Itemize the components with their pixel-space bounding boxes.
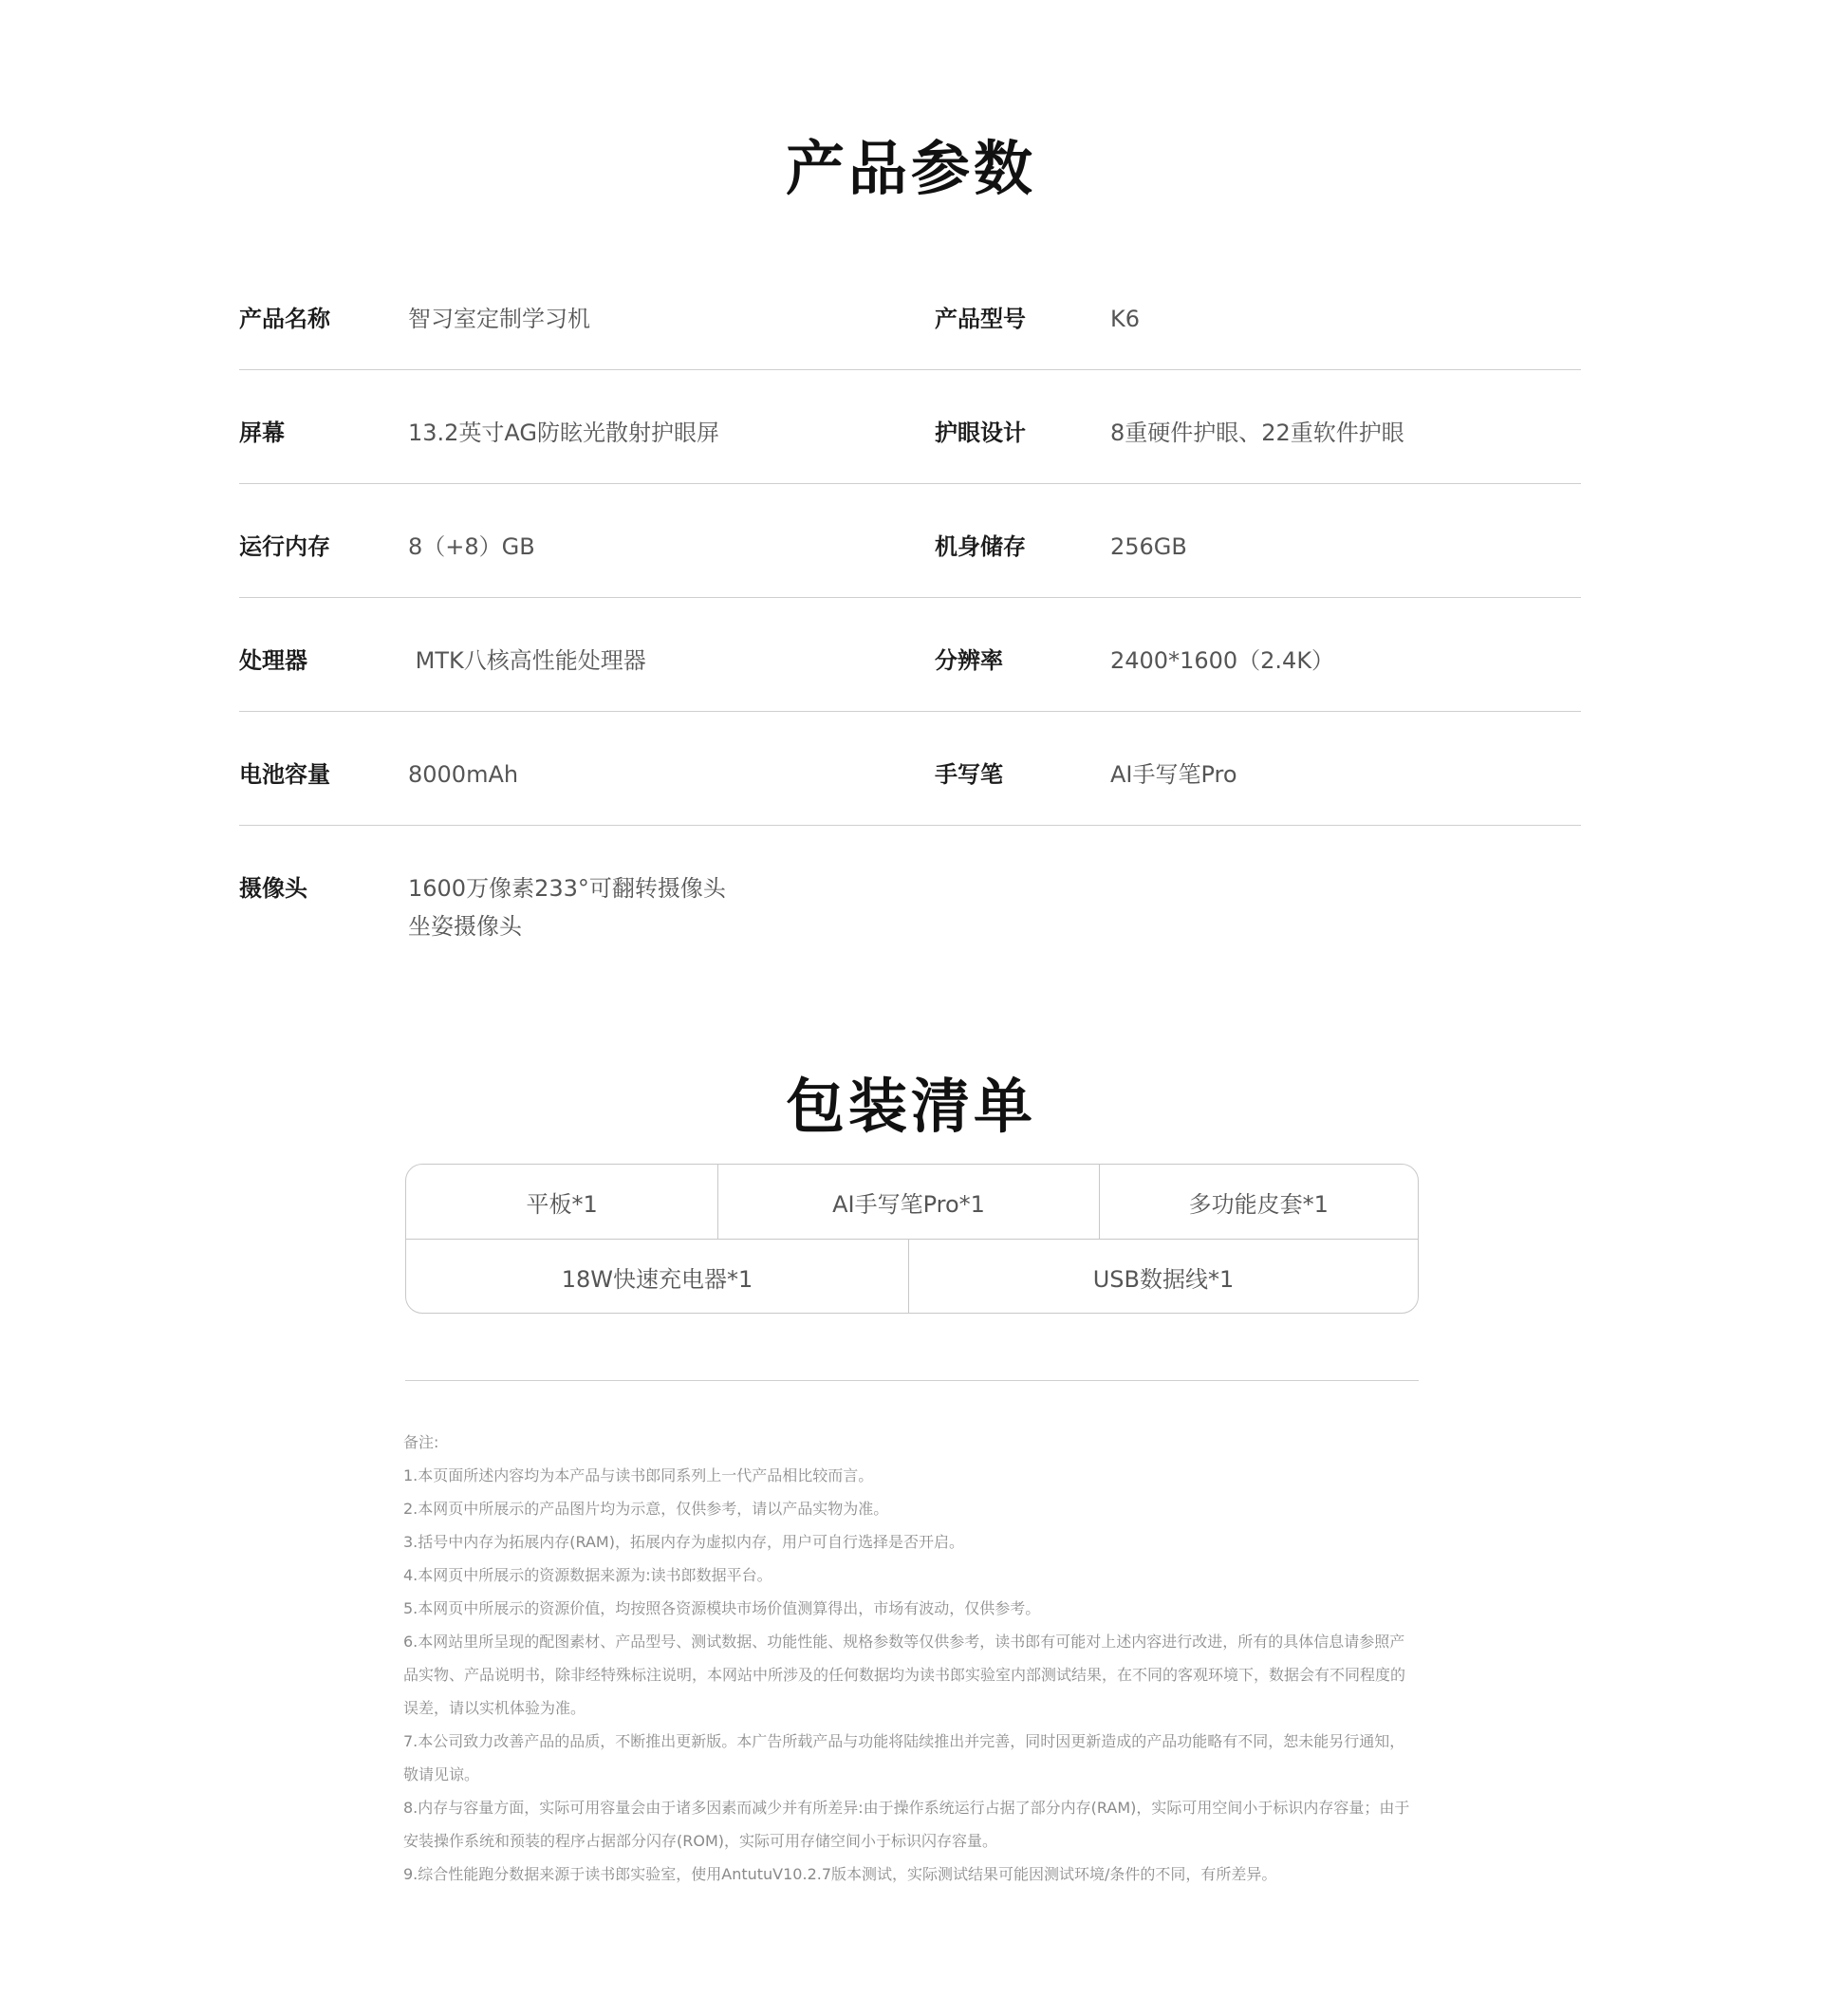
spec-row [239,598,1581,712]
package-item: USB数据线*1 [1092,1265,1235,1293]
spec-label: 摄像头 [239,875,307,902]
spec-row [239,484,1581,598]
spec-value [408,869,726,945]
note-line: 9.综合性能跑分数据来源于读书郎实验室，使用AntutuV10.2.7版本测试，实际测试结果可能因测试环境/条件的不同，有所差异。 [403,1865,1277,1883]
spec-label: 屏幕 [239,420,285,446]
spec-table [239,256,1581,959]
package-row [406,1165,1418,1240]
note-line: 8.内存与容量方面，实际可用容量会由于诸多因素而减少并有所差异:由于操作系统运行占据了部分内存(RAM)，实际可用空间小于标识内存容量；由于 [403,1799,1410,1817]
package-item: 多功能皮套*1 [1188,1190,1329,1218]
spec-value: 256GB [1110,533,1187,560]
spec-row [239,370,1581,484]
spec-label: 产品名称 [239,306,330,332]
divider [405,1380,1419,1381]
package-row [406,1240,1418,1314]
spec-value: AI手写笔Pro [1110,761,1237,788]
spec-label: 分辨率 [935,647,1003,674]
spec-label: 运行内存 [239,533,330,560]
package-grid [405,1164,1419,1314]
note-line: 品实物、产品说明书，除非经特殊标注说明，本网站中所涉及的任何数据均为读书郎实验室内部测试结果，在不同的客观环境下，数据会有不同程度的 [403,1666,1406,1684]
spec-value: 8重硬件护眼、22重软件护眼 [1110,420,1404,446]
spec-value: K6 [1110,306,1141,332]
params-title: 产品参数 [785,134,1036,203]
spec-value: 13.2英寸AG防眩光散射护眼屏 [408,420,720,446]
spec-label: 机身储存 [935,533,1026,560]
spec-value: MTK八核高性能处理器 [408,647,646,674]
spec-value-line: 坐姿摄像头 [408,913,522,940]
package-item: 平板*1 [406,1165,718,1239]
package-item: 18W快速充电器*1 [406,1240,909,1314]
spec-label: 电池容量 [239,761,330,788]
note-line: 敬请见谅。 [403,1765,480,1783]
note-line: 7.本公司致力改善产品的品质，不断推出更新版。本广告所载产品与功能将陆续推出并完善，同时因更新造成的产品功能略有不同，恕未能另行通知， [403,1732,1405,1750]
note-line: 4.本网页中所展示的资源数据来源为:读书郎数据平台。 [403,1566,772,1584]
notes [403,1426,1421,1891]
spec-row [239,712,1581,826]
note-line: 误差，请以实机体验为准。 [403,1699,586,1717]
spec-value: 智习室定制学习机 [408,306,590,332]
note-line: 2.本网页中所展示的产品图片均为示意，仅供参考，请以产品实物为准。 [403,1500,889,1518]
spec-value-line: 1600万像素233°可翻转摄像头 [408,875,726,902]
note-line: 1.本页面所述内容均为本产品与读书郎同系列上一代产品相比较而言。 [403,1466,874,1484]
package-item: AI手写笔Pro*1 [718,1165,1099,1239]
package-title: 包装清单 [785,1072,1036,1141]
note-heading: 备注: [403,1433,439,1451]
spec-label: 手写笔 [935,761,1003,788]
note-line: 安装操作系统和预装的程序占据部分闪存(ROM)，实际可用存储空间小于标识闪存容量。 [403,1832,998,1850]
spec-label: 产品型号 [935,306,1026,332]
spec-value: 8（+8）GB [408,533,535,560]
spec-value: 2400*1600（2.4K） [1110,647,1335,674]
spec-row [239,256,1581,370]
note-line: 6.本网站里所呈现的配图素材、产品型号、测试数据、功能性能、规格参数等仅供参考，读书郎有可能对上述内容进行改进，所有的具体信息请参照产 [403,1633,1405,1651]
spec-label: 护眼设计 [935,420,1026,446]
note-line: 5.本网页中所展示的资源价值，均按照各资源模块市场价值测算得出，市场有波动，仅供参考。 [403,1599,1041,1617]
spec-row [239,826,1581,959]
spec-label: 处理器 [239,647,307,674]
note-line: 3.括号中内存为拓展内存(RAM)，拓展内存为虚拟内存，用户可自行选择是否开启。 [403,1533,964,1551]
spec-value: 8000mAh [408,761,519,788]
